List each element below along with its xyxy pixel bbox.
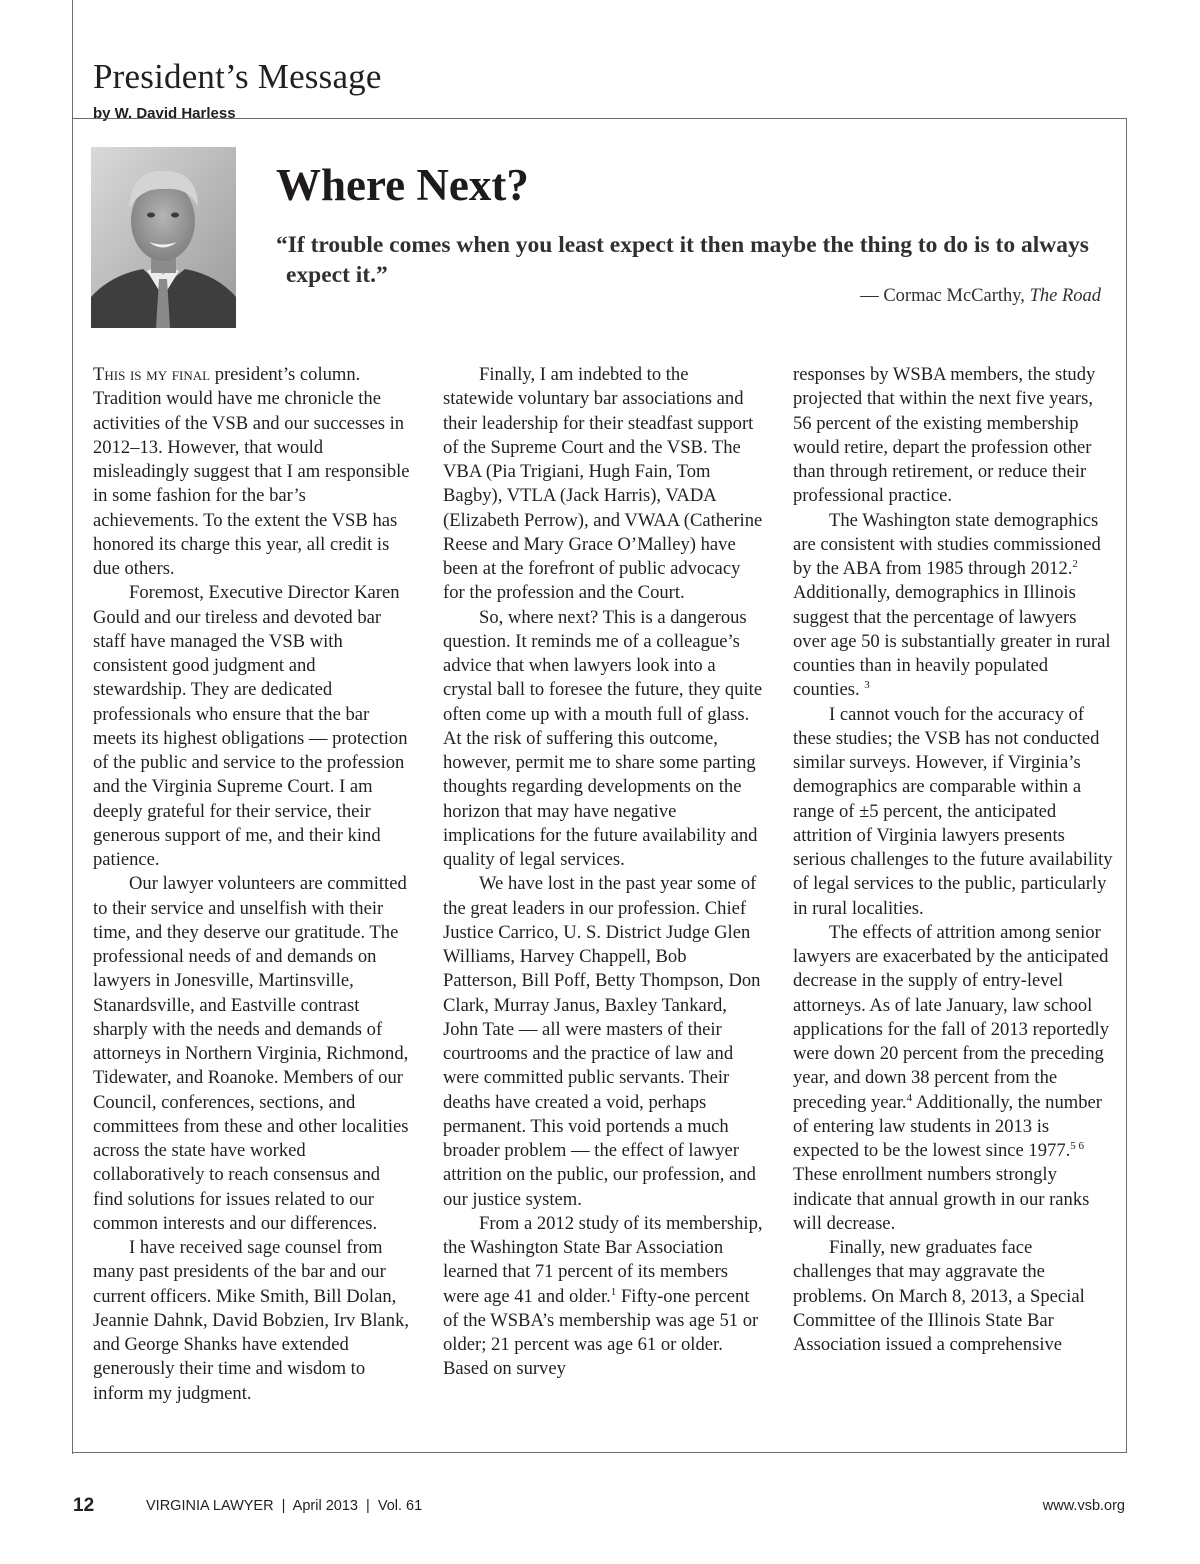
paragraph: So, where next? This is a dangerous question. It reminds me of a colleague’s advice that when lawyers look into a crystal ball to foresee the future, they quite often come up with a mouth full of glass. At the risk of suffering this outcome, however, permit me to share some parting thoughts regarding developments on the horizon that may have negative implications for the future availability and quality of legal services.	[443, 606, 763, 870]
lead-in: This is my final	[93, 364, 211, 385]
author-portrait	[91, 147, 236, 328]
footnote-ref[interactable]: 4	[906, 1091, 913, 1104]
paragraph-text: Additionally, the number of entering law students in 2013 is expected to be the lowest since 1977.	[793, 1091, 1102, 1161]
paragraph-text: From a 2012 study of its membership, the Washington State Bar Association learned that 71 percent of its members were age 41 and older.	[443, 1212, 763, 1307]
paragraph: responses by WSBA members, the study projected that within the next five years, 56 percent of the existing membership would retire, depart the profession other than through retirement, or reduce their professional practice.	[793, 364, 1096, 507]
paragraph	[443, 1212, 763, 1382]
paragraph-text: Additionally, demographics in Illinois suggest that the percentage of lawyers over age 50 is substantially greater in rural counties than in heavily populated counties.	[793, 582, 1111, 701]
paragraph: Our lawyer volunteers are committed to their service and unselfish with their time, and they deserve our gratitude. The professional needs of and demands on lawyers in Jonesville, Martinsville, Stanardsville, and Eastville contrast sharply with the needs and demands of attorneys in Northern Virginia, Richmond, Tidewater, and Roanoke. Members of our Council, conferences, sections, and committees from these and other localities across the state have worked collaboratively to reach consensus and find solutions for issues related to our common interests and our differences.	[93, 873, 409, 1234]
paragraph-text: Fifty-one percent of the WSBA’s membership was age 51 or older; 21 percent was age 61 or older. Based on survey	[443, 1285, 759, 1380]
section-title: President’s Message	[93, 57, 382, 96]
publication-info: VIRGINIA LAWYER | April 2013 | Vol. 61	[146, 1498, 423, 1514]
footnote-ref[interactable]: 2	[1072, 558, 1078, 570]
footnote-ref[interactable]: 1	[610, 1285, 617, 1298]
paragraph: I have received sage counsel from many past presidents of the bar and our current officers. Mike Smith, Bill Dolan, Jeannie Dahnk, David Bobzien, Irv Blank, and George Shanks have extended generously their time and wisdom to inform my judgment.	[93, 1237, 410, 1404]
author-portrait-image	[91, 147, 236, 328]
paragraph-text: These enrollment numbers strongly indicate that annual growth in our ranks will decrease.	[793, 1164, 1090, 1234]
paragraph-text: The effects of attrition among senior lawyers are exacerbated by the anticipated decrease in the supply of entry-level attorneys. As of late January, law school applications for the fall of 2013 reportedly were down 20 percent from the preceding year, and down 38 percent from the preceding year.	[793, 921, 1109, 1113]
paragraph: Foremost, Executive Director Karen Gould and our tireless and devoted bar staff have managed the VSB with consistent good judgment and stewardship. They are dedicated professionals who ensure that the bar meets its highest obligations — protection of the public and service to the profession and the Virginia Supreme Court. I am deeply grateful for their service, their generous support of me, and their kind patience.	[93, 582, 408, 870]
attribution-work: The Road	[1029, 286, 1101, 306]
paragraph-text: president’s column. Tradition would have me chronicle the activities of the VSB and our successes in 2012–13. However, that would misleadingly suggest that I am responsible in some fashion for the bar’s achievements. To the extent the VSB has honored its charge this year, all credit is due others.	[93, 364, 410, 579]
paragraph	[793, 509, 1113, 703]
byline: by W. David Harless	[93, 105, 246, 122]
website-link[interactable]: www.vsb.org	[1042, 1498, 1125, 1514]
paragraph-text: The Washington state demographics are consistent with studies commissioned by the ABA from 1985 through 2012.	[793, 509, 1101, 579]
article-column-3	[793, 363, 1113, 1357]
page-footer	[0, 1495, 1200, 1525]
paragraph: We have lost in the past year some of the great leaders in our profession. Chief Justice Carrico, U. S. District Judge Glen Williams, Harvey Chappell, Bob Patterson, Bill Poff, Betty Thompson, Don Clark, Murray Janus, Baxley Tankard, John Tate — all were masters of their courtrooms and the practice of law and were committed public servants. Their deaths have created a void, perhaps permanent. This void portends a much broader problem — the effect of lawyer attrition on the public, our profession, and our justice system.	[443, 873, 761, 1210]
attribution-author: — Cormac McCarthy,	[860, 286, 1030, 306]
page-number: 12	[73, 1495, 95, 1516]
article-column-2	[443, 363, 763, 1382]
paragraph: Finally, new graduates face challenges that may aggravate the problems. On March 8, 2013, a Special Committee of the Illinois State Bar Association issued a comprehensive	[793, 1237, 1085, 1355]
footnote-ref[interactable]: 3	[864, 679, 870, 692]
footnote-ref[interactable]: 5 6	[1070, 1140, 1085, 1152]
paragraph: I cannot vouch for the accuracy of these studies; the VSB has not conducted similar surveys. However, if Virginia’s demographics are comparable within a range of ±5 percent, the anticipated attrition of Virginia lawyers presents serious challenges to the future availability of legal services to the public, particularly in rural localities.	[793, 703, 1113, 919]
article-headline: Where Next?	[276, 160, 529, 210]
paragraph	[93, 363, 413, 581]
paragraph	[793, 921, 1113, 1236]
quote-attribution	[860, 286, 1101, 307]
pull-quote: “If trouble comes when you least expect it then maybe the thing to do is to always expect it.”	[276, 232, 1089, 288]
article-column-1	[93, 363, 413, 1406]
paragraph: Finally, I am indebted to the statewide voluntary bar associations and their leadership for their steadfast support of the Supreme Court and the VSB. The VBA (Pia Trigiani, Hugh Fain, Tom Bagby), VTLA (Jack Harris), VADA (Elizabeth Perrow), and VWAA (Catherine Reese and Mary Grace O’Malley) have been at the forefront of public advocacy for the profession and the Court.	[443, 364, 763, 604]
